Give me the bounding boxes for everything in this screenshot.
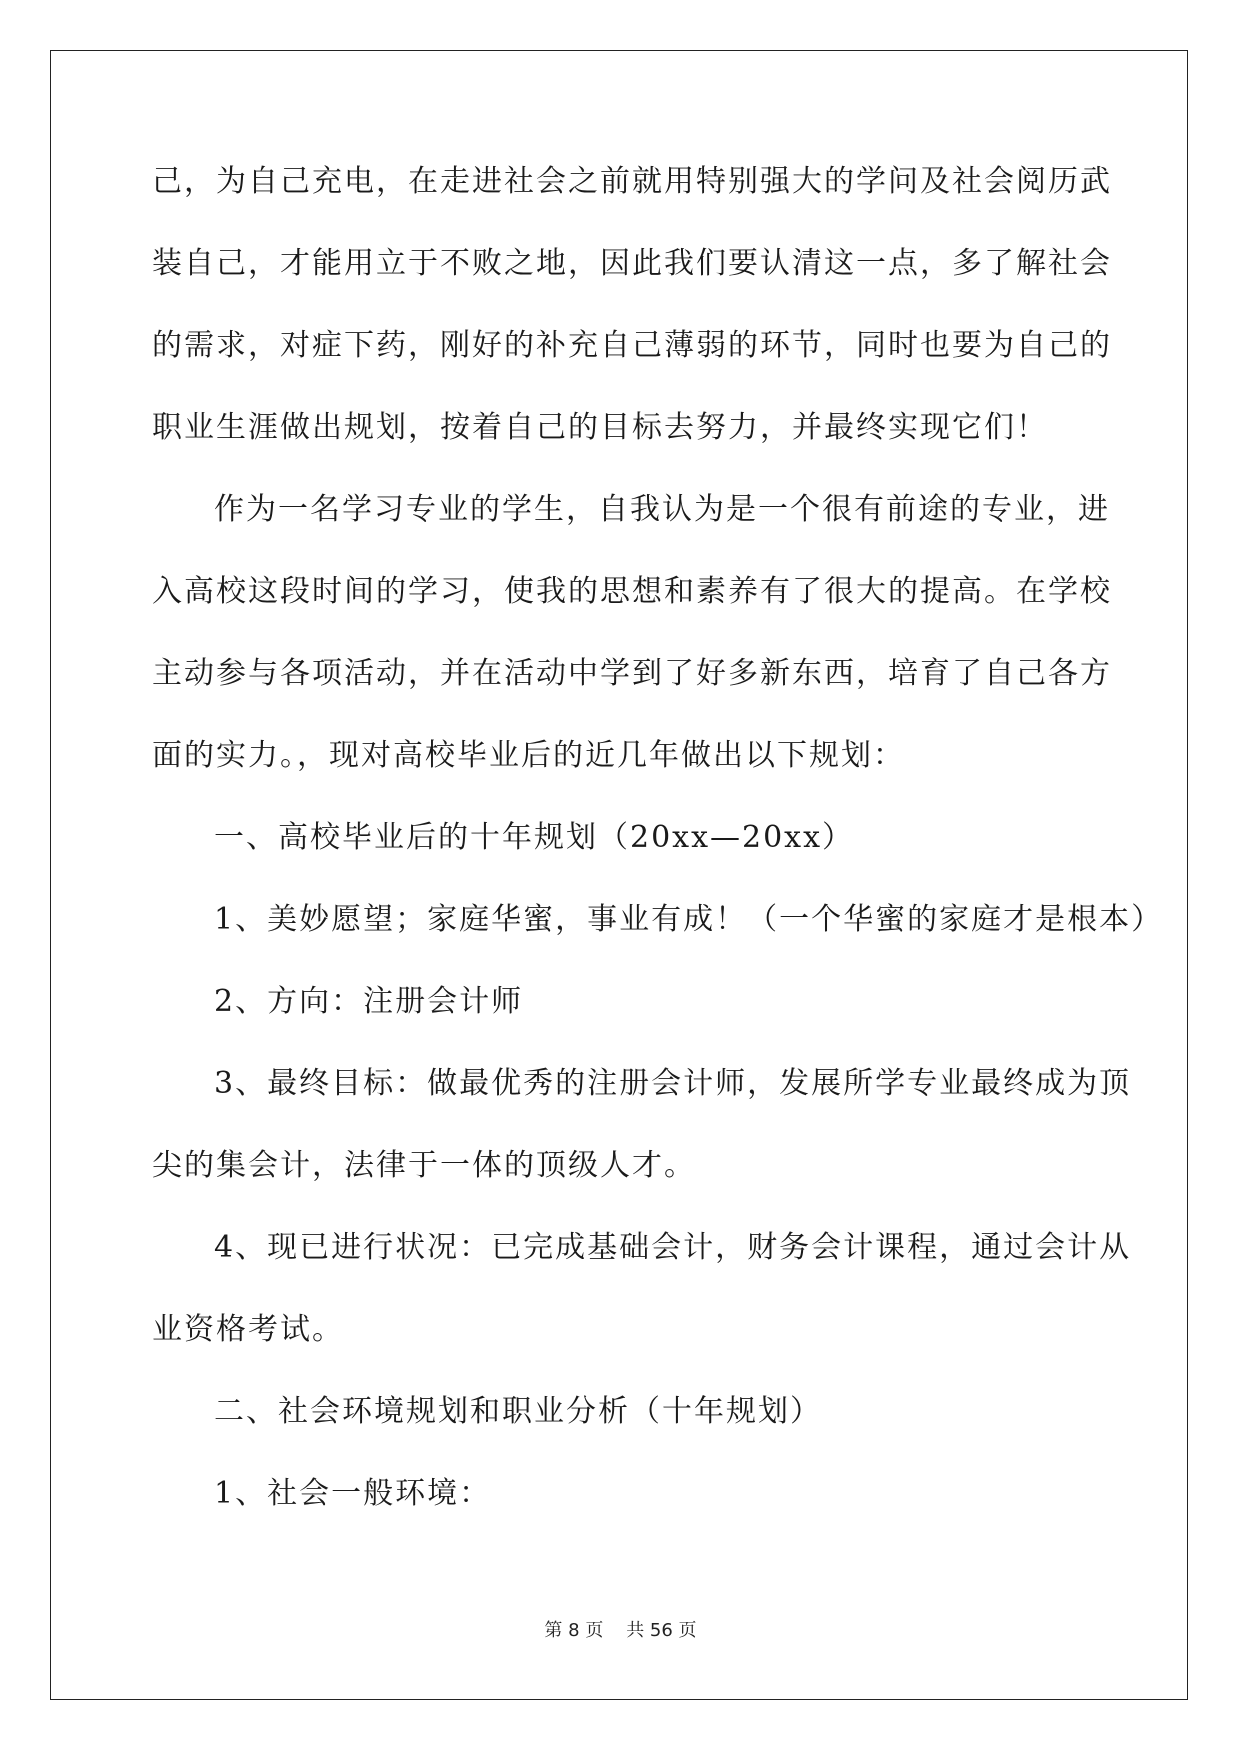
text-line: 入高校这段时间的学习，使我的思想和素养有了很大的提高。在学校	[152, 574, 1112, 609]
text-line: 主动参与各项活动，并在活动中学到了好多新东西，培育了自己各方	[152, 656, 1112, 691]
text-line: 装自己，才能用立于不败之地，因此我们要认清这一点，多了解社会	[152, 246, 1112, 281]
text-line: 的需求，对症下药，刚好的补充自己薄弱的环节，同时也要为自己的	[152, 328, 1112, 363]
text-line: 尖的集会计，法律于一体的顶级人才。	[152, 1148, 696, 1183]
list-item-3: 3、最终目标：做最优秀的注册会计师，发展所学专业最终成为顶	[214, 1066, 1132, 1101]
page-footer	[0, 1616, 1241, 1642]
section-heading-2: 二、社会环境规划和职业分析（十年规划）	[214, 1394, 822, 1429]
document-body	[152, 162, 1164, 1556]
text-line: 业资格考试。	[152, 1312, 344, 1347]
section-heading-1: 一、高校毕业后的十年规划（20xx—20xx）	[214, 820, 855, 855]
list-item-1: 1、美妙愿望；家庭华蜜，事业有成！（一个华蜜的家庭才是根本）	[214, 902, 1164, 937]
list-item-2: 2、方向：注册会计师	[214, 984, 524, 1019]
text-line: 己，为自己充电，在走进社会之前就用特别强大的学问及社会阅历武	[152, 164, 1112, 199]
page-number: 第 8 页 共 56 页	[544, 1620, 697, 1641]
list-item-1-environment: 1、社会一般环境：	[214, 1476, 492, 1511]
list-item-4: 4、现已进行状况：已完成基础会计，财务会计课程，通过会计从	[214, 1230, 1132, 1265]
text-line: 面的实力。，现对高校毕业后的近几年做出以下规划：	[152, 738, 905, 773]
text-line: 职业生涯做出规划，按着自己的目标去努力，并最终实现它们！	[152, 410, 1048, 445]
paragraph-start-line: 作为一名学习专业的学生，自我认为是一个很有前途的专业，进	[214, 492, 1110, 527]
